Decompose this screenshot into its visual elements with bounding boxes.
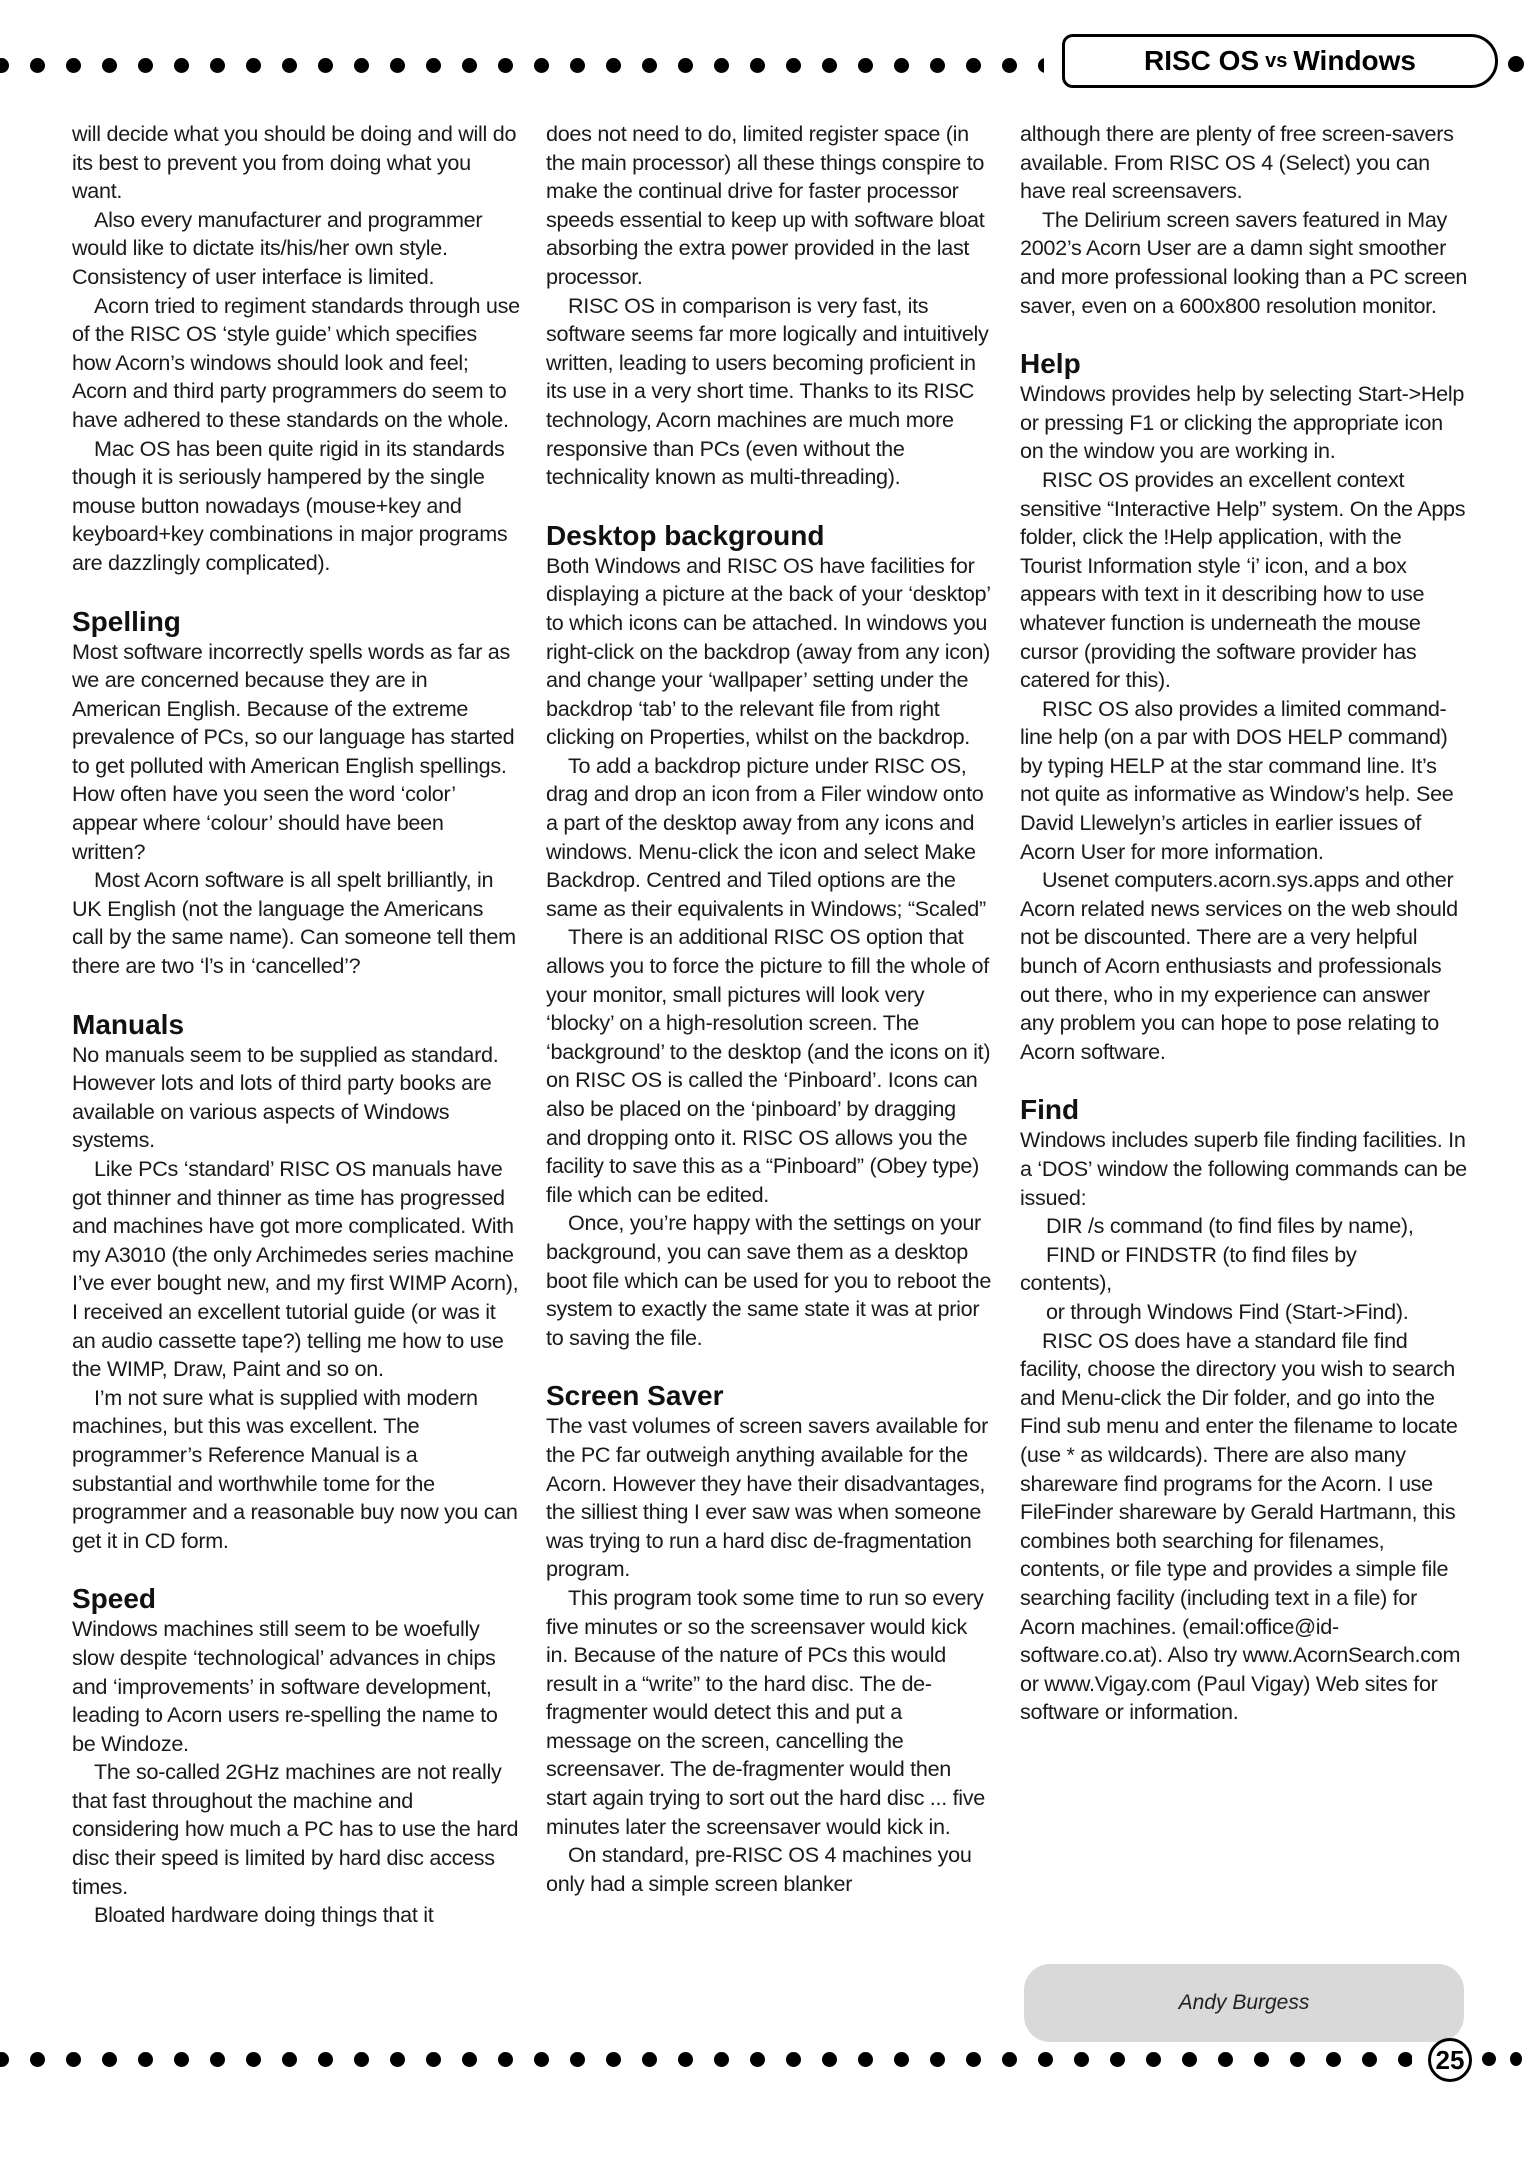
paragraph: This program took some time to run so every five minutes or so the screensaver would kick in. Because of the nature of PCs this would result in a “write” to the hard disc. The de-fragmenter would detect this and put a message on the screen, cancelling the screensaver. The de-fragmenter would then start again trying to sort out the hard disc ... five minutes later the screensaver would kick in. [546, 1584, 985, 1839]
top-dot-rule [0, 52, 1044, 78]
rule-dot [390, 58, 405, 73]
rule-dot [858, 2052, 873, 2067]
command-line: DIR /s command (to find files by name), [1046, 1213, 1414, 1239]
rule-dot [786, 2052, 801, 2067]
paragraph: I’m not sure what is supplied with modern machines, but this was excellent. The programmer’s Reference Manual is a substantial and worthwhile tome for the programmer and a reasonable buy now you can get it in CD form. [72, 1384, 518, 1553]
rule-dot [678, 2052, 693, 2067]
rule-dot [246, 58, 261, 73]
rule-dot [678, 58, 693, 73]
rule-dot [1290, 2052, 1305, 2067]
header-title-left: RISC OS [1143, 45, 1260, 76]
rule-dot [1182, 2052, 1197, 2067]
rule-dot [102, 2052, 117, 2067]
rule-dot [210, 2052, 225, 2067]
paragraph: does not need to do, limited register space (in the main processor) all these things conspire to make the continual drive for faster processor speeds essential to keep up with software bloat absorbing the extra power provided in the last processor. [546, 121, 985, 289]
paragraph: RISC OS does have a standard file find facility, choose the directory you wish to search and Menu-click the Dir folder, and go into the Find sub menu and enter the filename to locate (use * as wildcards). There are also many shareware find programs for the Acorn. I use FileFinder shareware by Gerald Hartmann, this combines both searching for filenames, contents, or file type and provides a simple file searching facility (including text in a file) for Acorn machines. (email:office@id-software.co.at). Also try www.AcornSearch.com or www.Vigay.com (Paul Vigay) Web sites for software or information. [1020, 1327, 1461, 1725]
paragraph: Also every manufacturer and programmer would like to dictate its/his/her own style. Consistency of user interface is limited. [72, 206, 483, 289]
rule-dot [606, 2052, 621, 2067]
rule-dot [642, 58, 657, 73]
rule-dot [498, 58, 513, 73]
page-number: 25 [1428, 2038, 1472, 2082]
rule-dot [462, 2052, 477, 2067]
header-title-right: Windows [1293, 45, 1416, 76]
rule-dot [534, 2052, 549, 2067]
rule-dot [30, 2052, 45, 2067]
rule-dot [210, 58, 225, 73]
rule-dot [930, 2052, 945, 2067]
rule-dot [786, 58, 801, 73]
paragraph: Acorn tried to regiment standards through use of the RISC OS ‘style guide’ which specifies how Acorn’s windows should look and feel; Acorn and third party programmers do seem to have adhered to these standards on the whole. [72, 292, 520, 432]
paragraph: The so-called 2GHz machines are not really that fast throughout the machine and considering how much a PC has to use the hard disc their speed is limited by hard disc access times. [72, 1759, 519, 1899]
rule-dot [1110, 2052, 1125, 2067]
paragraph: Windows machines still seem to be woefully slow despite ‘technological’ advances in chips and ‘improvements’ in software development, leading to Acorn users re-spelling the name to be Windoze. [72, 1616, 498, 1756]
top-tail-dot [1508, 56, 1524, 72]
paragraph: RISC OS also provides a limited command-line help (on a par with DOS HELP command) by typing HELP at the star command line. It’s not quite as informative as Window’s help. See David Llewelyn’s articles in earlier issues of Acorn User for more information. [1020, 695, 1454, 864]
rule-dot [102, 58, 117, 73]
rule-dot [642, 2052, 657, 2067]
rule-dot [138, 58, 153, 73]
rule-dot [0, 58, 9, 73]
rule-dot [390, 2052, 405, 2067]
rule-dot [1074, 2052, 1089, 2067]
rule-dot [30, 58, 45, 73]
rule-dot [966, 2052, 981, 2067]
rule-dot [1038, 58, 1044, 73]
paragraph: will decide what you should be doing and will do its best to prevent you from doing what you want. [72, 121, 517, 204]
rule-dot [1146, 2052, 1161, 2067]
heading-spelling: Spelling [72, 605, 181, 637]
author-byline: Andy Burgess [1024, 1964, 1464, 2042]
paragraph: Bloated hardware doing things that it [94, 1902, 434, 1928]
rule-dot [1326, 2052, 1341, 2067]
bottom-tail-dot [1482, 2052, 1496, 2066]
rule-dot [1002, 58, 1017, 73]
rule-dot [858, 58, 873, 73]
heading-manuals: Manuals [72, 1008, 185, 1040]
rule-dot [354, 2052, 369, 2067]
rule-dot [1002, 2052, 1017, 2067]
paragraph: The vast volumes of screen savers available for the PC far outweigh anything available for the Acorn. However they have their disadvantages, the silliest thing I ever saw was when someone was trying to run a hard disc de-fragmentation program. [546, 1413, 988, 1582]
paragraph: Like PCs ‘standard’ RISC OS manuals have got thinner and thinner as time has progressed and machines have got more complicated. With my A3010 (the only Archimedes series machine I’ve ever bought new, and my first WIMP Acorn), I received an excellent tutorial guide (or was it an audio cassette tape?) telling me how to use the WIMP, Draw, Paint and so on. [72, 1156, 519, 1382]
column-1 [72, 120, 520, 1930]
rule-dot [894, 2052, 909, 2067]
paragraph: Usenet computers.acorn.sys.apps and other Acorn related news services on the web should not be discounted. There are a very helpful bunch of Acorn enthusiasts and professionals out there, who in my experience can answer any problem you can hope to pose relating to Acorn software. [1020, 867, 1458, 1064]
command-line: FIND or FINDSTR (to find files by [1046, 1241, 1357, 1267]
rule-dot [66, 2052, 81, 2067]
bottom-tail-dot [1510, 2052, 1522, 2066]
rule-dot [822, 2052, 837, 2067]
rule-dot [606, 58, 621, 73]
paragraph: Most Acorn software is all spelt brilliantly, in UK English (not the language the Americans call by the same name). Can someone tell them there are two ‘l’s in ‘cancelled’? [72, 867, 516, 979]
rule-dot [1254, 2052, 1269, 2067]
paragraph: Mac OS has been quite rigid in its standards though it is seriously hampered by the single mouse button nowadays (mouse+key and keyboard+key combinations in major programs are dazzlingly complicated). [72, 435, 508, 575]
rule-dot [318, 2052, 333, 2067]
rule-dot [1362, 2052, 1377, 2067]
rule-dot [1038, 2052, 1053, 2067]
heading-desktop-background: Desktop background [546, 519, 825, 551]
rule-dot [282, 58, 297, 73]
paragraph: although there are plenty of free screen-savers available. From RISC OS 4 (Select) you can have real screensavers. [1020, 121, 1454, 204]
rule-dot [318, 58, 333, 73]
heading-help: Help [1020, 348, 1081, 380]
rule-dot [930, 58, 945, 73]
rule-dot [750, 58, 765, 73]
rule-dot [714, 58, 729, 73]
rule-dot [282, 2052, 297, 2067]
rule-dot [1218, 2052, 1233, 2067]
rule-dot [498, 2052, 513, 2067]
rule-dot [174, 58, 189, 73]
rule-dot [354, 58, 369, 73]
bottom-dot-rule [0, 2046, 1412, 2072]
paragraph: Most software incorrectly spells words as far as we are concerned because they are in American English. Because of the extreme prevalence of PCs, so our language has started to get polluted with American English spellings. How often have you seen the word ‘color’ appear where ‘colour’ should have been written? [72, 638, 515, 864]
rule-dot [1398, 2052, 1412, 2067]
rule-dot [66, 58, 81, 73]
rule-dot [966, 58, 981, 73]
rule-dot [174, 2052, 189, 2067]
paragraph: There is an additional RISC OS option that allows you to force the picture to fill the whole of your monitor, small pictures will look very ‘blocky’ on a high-resolution screen. The ‘background’ to the desktop (and the icons on it) on RISC OS is called the ‘Pinboard’. Icons can also be placed on the ‘pinboard’ by dragging and dropping onto it. RISC OS allows you the facility to save this as a “Pinboard” (Obey type) file which can be edited. [546, 924, 991, 1207]
paragraph: To add a backdrop picture under RISC OS, drag and drop an icon from a Filer window onto a part of the desktop away from any icons and windows. Menu-click the icon and select Make Backdrop. Centred and Tiled options are the same as their equivalents in Windows; “Scaled” [546, 752, 986, 921]
column-2 [546, 120, 992, 1898]
rule-dot [750, 2052, 765, 2067]
rule-dot [426, 58, 441, 73]
rule-dot [426, 2052, 441, 2067]
paragraph: No manuals seem to be supplied as standard. However lots and lots of third party books are available on various aspects of Windows systems. [72, 1041, 499, 1153]
paragraph: RISC OS provides an excellent context sensitive “Interactive Help” system. On the Apps folder, click the !Help application, with the Tourist Information style ‘i’ icon, and a box appears with text in it describing how to use whatever function is underneath the mouse cursor (providing the software provider has catered for this). [1020, 466, 1466, 693]
header-title-vs: vs [1265, 49, 1288, 72]
rule-dot [462, 58, 477, 73]
paragraph: Once, you’re happy with the settings on your background, you can save them as a desktop boot file which can be used for you to reboot the system to exactly the same state it was at prior to saving the file. [546, 1210, 992, 1350]
paragraph: Windows includes superb file finding facilities. In a ‘DOS’ window the following commands can be issued: [1020, 1127, 1467, 1210]
command-line-continued: contents), [1020, 1270, 1112, 1296]
rule-dot [822, 58, 837, 73]
command-line: or through Windows Find (Start->Find). [1046, 1298, 1409, 1324]
rule-dot [894, 58, 909, 73]
rule-dot [714, 2052, 729, 2067]
section-header [1062, 34, 1498, 88]
paragraph: On standard, pre-RISC OS 4 machines you only had a simple screen blanker [546, 1842, 972, 1896]
paragraph: Windows provides help by selecting Start->Help or pressing F1 or clicking the appropriate icon on the window you are working in. [1020, 381, 1465, 464]
rule-dot [570, 2052, 585, 2067]
rule-dot [570, 58, 585, 73]
column-3 [1020, 120, 1468, 1727]
rule-dot [534, 58, 549, 73]
paragraph: RISC OS in comparison is very fast, its software seems far more logically and intuitively written, leading to users becoming proficient in its use in a very short time. Thanks to its RISC technology, Acorn machines are much more responsive than PCs (even without the technicality known as multi-threading). [546, 292, 989, 490]
paragraph: The Delirium screen savers featured in May 2002’s Acorn User are a damn sight smoother and more professional looking than a PC screen saver, even on a 600x800 resolution monitor. [1020, 206, 1468, 318]
rule-dot [138, 2052, 153, 2067]
rule-dot [0, 2052, 9, 2067]
heading-find: Find [1020, 1094, 1080, 1126]
heading-screen-saver: Screen Saver [546, 1380, 724, 1412]
heading-speed: Speed [72, 1583, 157, 1615]
paragraph: Both Windows and RISC OS have facilities for displaying a picture at the back of your ‘desktop’ to which icons can be attached. In windows you right-click on the backdrop (away from any icon) and change your ‘wallpaper’ setting under the backdrop ‘tab’ to the relevant file from right clicking on Properties, whilst on the backdrop. [546, 552, 991, 750]
rule-dot [246, 2052, 261, 2067]
